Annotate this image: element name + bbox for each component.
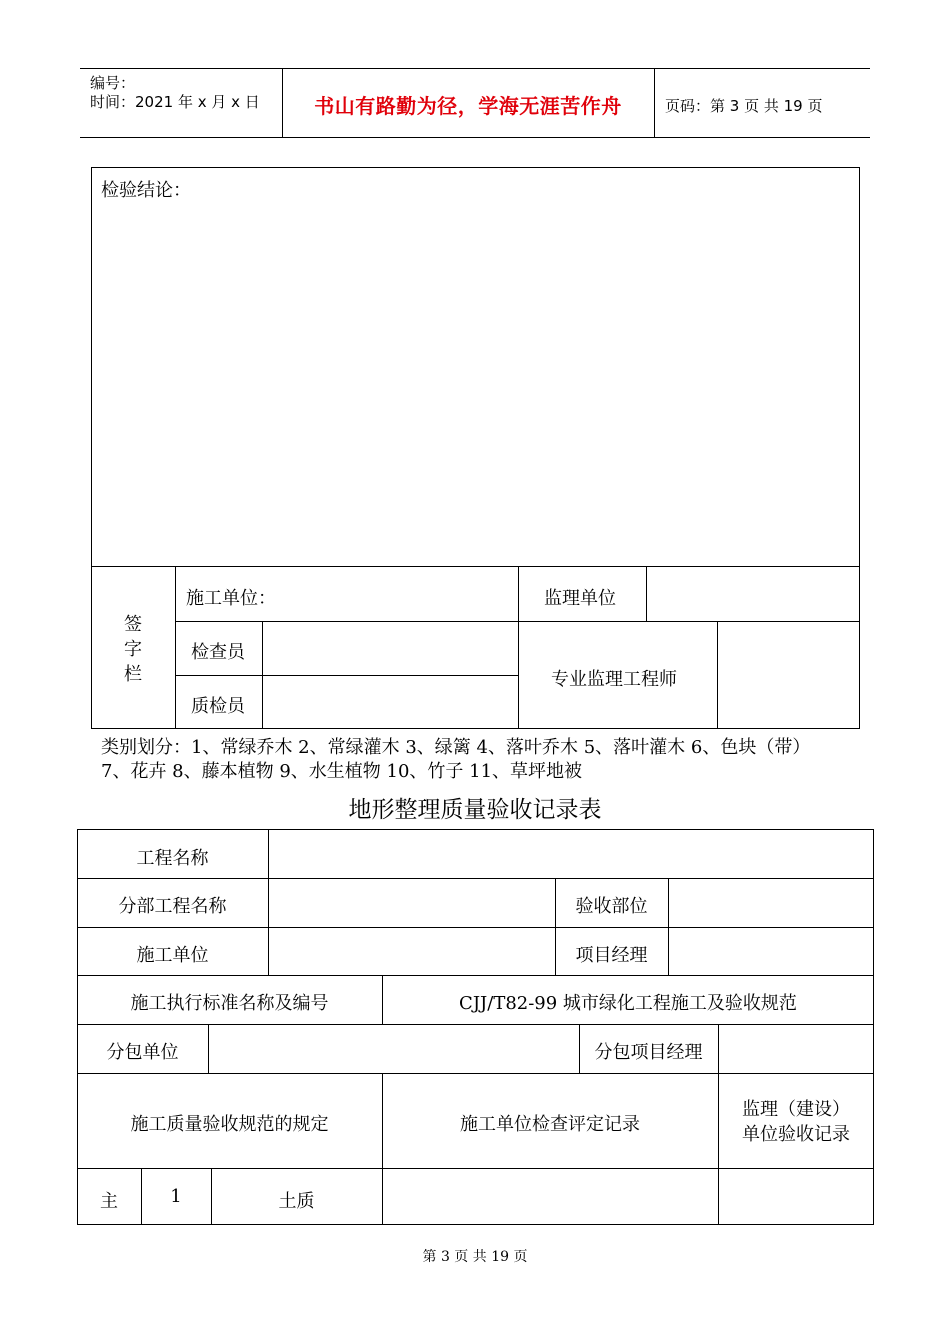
grid-line [175, 621, 518, 622]
row-item-soil: 土质 [278, 1191, 315, 1212]
grid-line [91, 566, 860, 567]
grid-line [77, 927, 874, 928]
standard-label: 施工执行标准名称及编号 [130, 993, 329, 1014]
grid-line [268, 829, 269, 975]
grid-line [175, 675, 518, 676]
spec-rules-header: 施工质量验收规范的规定 [130, 1114, 329, 1135]
page-footer: 第 3 页 共 19 页 [422, 1249, 528, 1265]
acceptance-part-label: 验收部位 [575, 896, 648, 917]
acceptance-form-table [77, 829, 874, 1225]
category-note-line2: 7、花卉 8、藤本植物 9、水生植物 10、竹子 11、草坪地被 [101, 761, 583, 782]
construction-unit-label: 施工单位： [186, 588, 276, 609]
grid-line [668, 878, 669, 975]
grid-line [77, 1024, 874, 1025]
grid-line [77, 975, 874, 976]
construction-unit-label: 施工单位 [136, 945, 209, 966]
page-info: 页码：第 3 页 共 19 页 [665, 97, 823, 115]
quality-inspector-label: 质检员 [191, 696, 245, 717]
grid-line [77, 878, 874, 879]
inspector-label: 检查员 [191, 642, 245, 663]
grid-line [382, 1073, 383, 1225]
supervision-unit-label: 监理单位 [544, 588, 616, 609]
grid-line [262, 621, 263, 729]
category-note-line1: 类别划分：1、常绿乔木 2、常绿灌木 3、绿篱 4、落叶乔木 5、落叶灌木 6、色块（带） [101, 737, 811, 758]
project-name-label: 工程名称 [136, 848, 209, 869]
subcontract-manager-label: 分包项目经理 [594, 1042, 703, 1063]
page-header [80, 68, 870, 138]
grid-line [77, 1168, 874, 1169]
grid-line [518, 566, 519, 729]
grid-line [717, 621, 718, 729]
form-title: 地形整理质量验收记录表 [348, 797, 602, 823]
time-label: 时间：2021 年 x 月 x 日 [90, 93, 260, 111]
header-motto: 书山有路勤为径，学海无涯苦作舟 [314, 94, 622, 118]
grid-line [77, 1073, 874, 1074]
sub-project-name-label: 分部工程名称 [118, 896, 227, 917]
supervision-engineer-label: 专业监理工程师 [551, 669, 677, 690]
grid-line [646, 566, 647, 621]
main-control-label: 主 [100, 1191, 118, 1212]
subcontract-unit-label: 分包单位 [106, 1042, 179, 1063]
row-number: 1 [170, 1186, 182, 1207]
supervision-record-header: 监理（建设） 单位验收记录 [742, 1099, 850, 1145]
conclusion-label: 检验结论： [101, 180, 191, 201]
grid-line [208, 1024, 209, 1073]
check-record-header: 施工单位检查评定记录 [460, 1114, 640, 1135]
number-label: 编号： [90, 74, 136, 92]
header-divider [654, 69, 655, 137]
project-manager-label: 项目经理 [575, 945, 648, 966]
grid-line [175, 566, 176, 729]
standard-value: CJJ/T82-99 城市绿化工程施工及验收规范 [459, 993, 797, 1014]
sign-column-label: 签 字 栏 [124, 614, 142, 685]
grid-line [518, 621, 860, 622]
